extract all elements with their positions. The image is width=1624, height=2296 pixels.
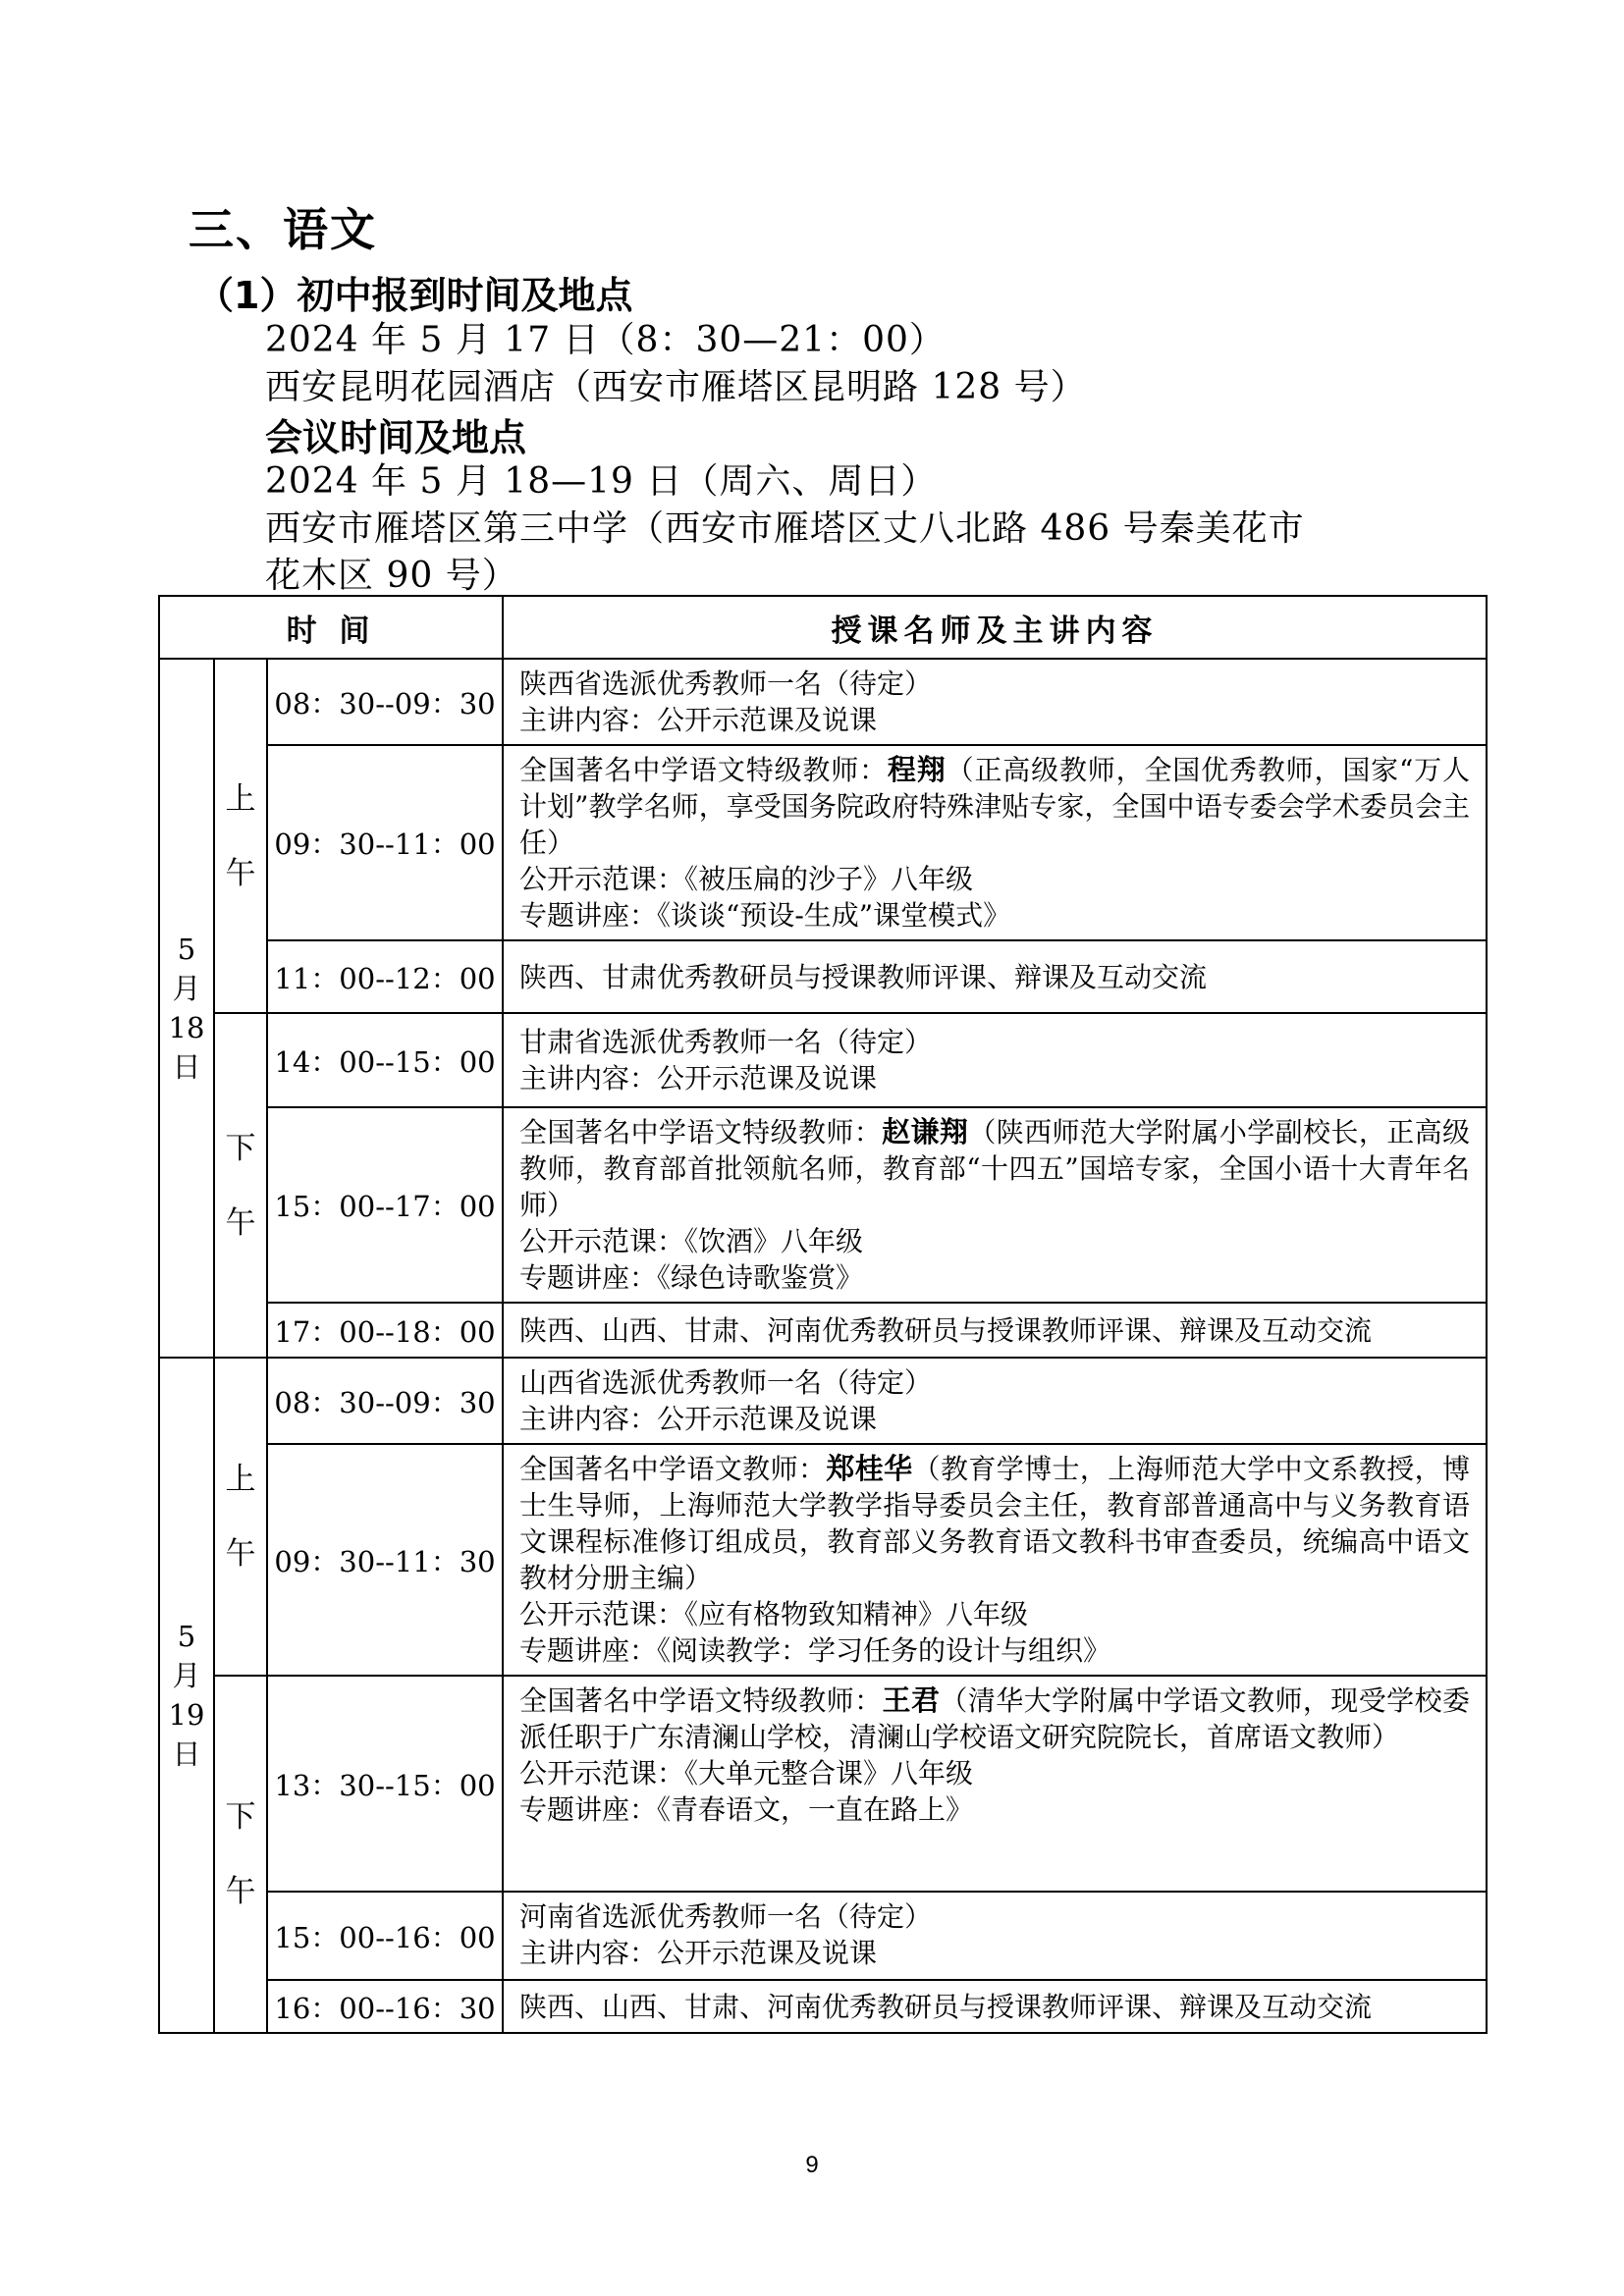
teacher-desc: （正高级教师，全国优秀教师，国家“万人计划”教学名师，享受国务院政府特殊津贴专家，全国中语专委会学术委员会主任） <box>519 754 1471 859</box>
content-line: 公开示范课：《被压扁的沙子》八年级 <box>519 863 974 895</box>
half-char: 上 <box>225 1462 256 1497</box>
content-line: 甘肃省选派优秀教师一名（待定） <box>519 1026 933 1058</box>
checkin-place: 西安昆明花园酒店（西安市雁塔区昆明路 128 号） <box>265 367 1087 407</box>
teacher-prefix: 全国著名中学语文特级教师： <box>519 1684 883 1717</box>
half-char: 下 <box>225 1130 256 1166</box>
content-line: 陕西、甘肃优秀教研员与授课教师评课、辩课及互动交流 <box>519 960 1208 993</box>
content-cell <box>503 1107 1487 1303</box>
morning-cell-day1 <box>214 659 267 1013</box>
content-line: 主讲内容：公开示范课及说课 <box>519 704 878 736</box>
time-cell: 09：30--11：30 <box>267 1444 503 1676</box>
table-row <box>159 659 1487 745</box>
afternoon-cell-day2 <box>214 1676 267 2033</box>
content-cell <box>503 1303 1487 1358</box>
table-row <box>159 1358 1487 1444</box>
table-row <box>159 745 1487 940</box>
content-cell <box>503 1892 1487 1980</box>
teacher-prefix: 全国著名中学语文特级教师： <box>519 754 888 786</box>
content-cell <box>503 1444 1487 1676</box>
date-char: 日 <box>172 1737 201 1771</box>
meeting-time: 2024 年 5 月 18—19 日（周六、周日） <box>265 461 938 502</box>
content-line: 山西省选派优秀教师一名（待定） <box>519 1366 933 1399</box>
teacher-intro <box>519 1451 1470 1596</box>
morning-cell-day2 <box>214 1358 267 1676</box>
date-char: 18 <box>168 1011 205 1044</box>
teacher-desc: （陕西师范大学附属小学副校长，正高级教师，教育部首批领航名师，教育部“十四五”国培专家，全国小语十大青年名师） <box>519 1116 1471 1221</box>
content-line: 专题讲座：《绿色诗歌鉴赏》 <box>519 1261 864 1294</box>
teacher-prefix: 全国著名中学语文特级教师： <box>519 1116 883 1148</box>
date-char: 月 <box>172 972 201 1005</box>
date-cell-day1 <box>159 659 214 1358</box>
content-cell <box>503 745 1487 940</box>
meeting-place-line-1: 西安市雁塔区第三中学（西安市雁塔区丈八北路 486 号秦美花市 <box>265 508 1305 549</box>
header-content: 授课名师及主讲内容 <box>503 596 1487 659</box>
content-line: 主讲内容：公开示范课及说课 <box>519 1937 878 1969</box>
teacher-desc: （清华大学附属中学语文教师，现受学校委派任职于广东清澜山学校，清澜山学校语文研究院院长，首席语文教师） <box>519 1684 1471 1753</box>
content-cell <box>503 1980 1487 2033</box>
table-header-row <box>159 596 1487 659</box>
table-row <box>159 1303 1487 1358</box>
content-cell <box>503 1676 1487 1892</box>
content-cell <box>503 1013 1487 1107</box>
content-line: 主讲内容：公开示范课及说课 <box>519 1403 878 1435</box>
half-char: 午 <box>225 1874 256 1909</box>
content-line: 陕西省选派优秀教师一名（待定） <box>519 667 933 700</box>
schedule-table <box>158 595 1488 2034</box>
date-char: 5 <box>177 1620 196 1653</box>
time-cell: 13：30--15：00 <box>267 1676 503 1892</box>
header-time: 时 间 <box>159 596 503 659</box>
teacher-name: 程翔 <box>887 753 947 786</box>
table-row <box>159 940 1487 1013</box>
date-char: 日 <box>172 1050 201 1084</box>
teacher-name: 郑桂华 <box>826 1452 913 1485</box>
content-cell <box>503 659 1487 745</box>
content-line: 公开示范课：《饮酒》八年级 <box>519 1225 864 1257</box>
content-line: 专题讲座：《阅读教学：学习任务的设计与组织》 <box>519 1634 1111 1667</box>
table-row <box>159 1980 1487 2033</box>
table-row <box>159 1013 1487 1107</box>
teacher-desc: （教育学博士，上海师范大学中文系教授，博士生导师，上海师范大学教学指导委员会主任，教育部普通高中与义务教育语文课程标准修订组成员，教育部义务教育语文教科书审查委员，统编高中语文教材分册主编） <box>519 1453 1471 1594</box>
half-char: 午 <box>225 855 256 891</box>
time-cell: 09：30--11：00 <box>267 745 503 940</box>
time-cell: 14：00--15：00 <box>267 1013 503 1107</box>
table-row <box>159 1676 1487 1892</box>
time-cell: 15：00--16：00 <box>267 1892 503 1980</box>
sub-title: （1）初中报到时间及地点 <box>196 274 633 317</box>
date-cell-day2 <box>159 1358 214 2033</box>
checkin-time: 2024 年 5 月 17 日（8：30—21：00） <box>265 320 946 360</box>
date-char: 月 <box>172 1659 201 1692</box>
half-char: 下 <box>225 1799 256 1835</box>
afternoon-cell-day1 <box>214 1013 267 1358</box>
half-char: 上 <box>225 780 256 817</box>
time-cell: 08：30--09：30 <box>267 659 503 745</box>
half-char: 午 <box>225 1536 256 1572</box>
content-line: 陕西、山西、甘肃、河南优秀教研员与授课教师评课、辩课及互动交流 <box>519 1313 1373 1347</box>
teacher-intro <box>519 1114 1470 1223</box>
time-cell: 11：00--12：00 <box>267 940 503 1013</box>
teacher-intro <box>519 1682 1470 1755</box>
date-char: 19 <box>168 1698 205 1732</box>
content-cell <box>503 940 1487 1013</box>
time-cell: 08：30--09：30 <box>267 1358 503 1444</box>
content-line: 公开示范课：《大单元整合课》八年级 <box>519 1757 974 1789</box>
content-line: 专题讲座：《谈谈“预设-生成”课堂模式》 <box>519 899 1011 932</box>
time-cell: 17：00--18：00 <box>267 1303 503 1358</box>
content-line: 陕西、山西、甘肃、河南优秀教研员与授课教师评课、辩课及互动交流 <box>519 1990 1373 2023</box>
content-line: 专题讲座：《青春语文，一直在路上》 <box>519 1793 974 1826</box>
page-number: 9 <box>805 2152 819 2178</box>
meeting-heading: 会议时间及地点 <box>265 416 527 459</box>
content-cell <box>503 1358 1487 1444</box>
content-line: 主讲内容：公开示范课及说课 <box>519 1062 878 1095</box>
content-line: 公开示范课：《应有格物致知精神》八年级 <box>519 1598 1029 1630</box>
date-char: 5 <box>177 933 196 966</box>
table-row <box>159 1107 1487 1303</box>
teacher-name: 王君 <box>882 1683 941 1717</box>
half-char: 午 <box>225 1204 256 1241</box>
content-line: 河南省选派优秀教师一名（待定） <box>519 1900 933 1933</box>
teacher-intro <box>519 752 1470 861</box>
table-row <box>159 1892 1487 1980</box>
time-cell: 16：00--16：30 <box>267 1980 503 2033</box>
table-row <box>159 1444 1487 1676</box>
meeting-place-line-2: 花木区 90 号） <box>265 556 518 596</box>
teacher-name: 赵谦翔 <box>882 1115 969 1148</box>
time-cell: 15：00--17：00 <box>267 1107 503 1303</box>
section-title: 三、语文 <box>189 203 377 256</box>
teacher-prefix: 全国著名中学语文教师： <box>519 1453 827 1485</box>
